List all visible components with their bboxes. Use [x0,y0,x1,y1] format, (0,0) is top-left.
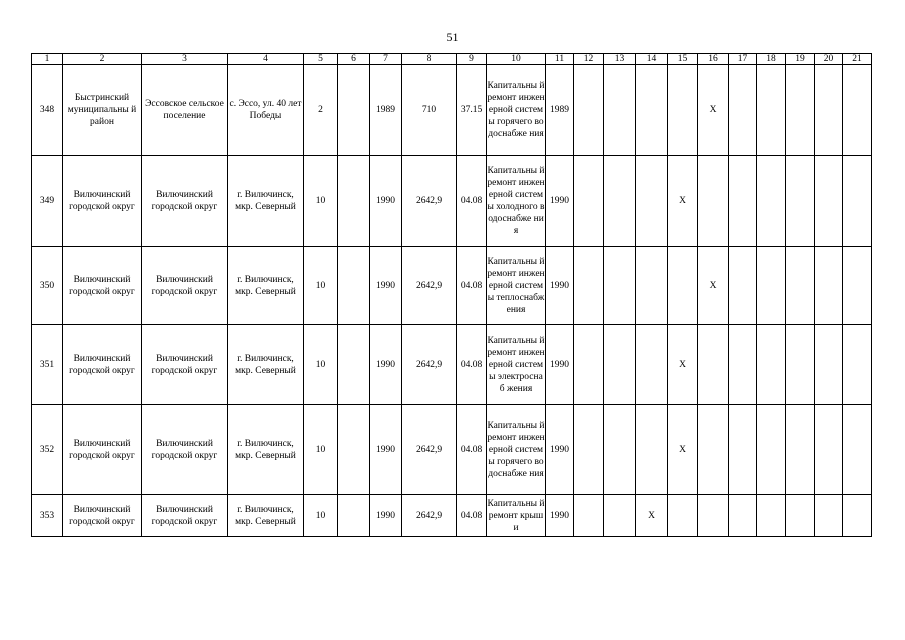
year-built-cell: 1990 [370,495,402,537]
col-18-cell [757,325,786,405]
floors-cell: 10 [304,156,338,247]
column-number: 4 [228,54,304,65]
area-cell: 2642,9 [402,405,457,495]
year-cell: 1990 [546,325,574,405]
floors-cell: 10 [304,495,338,537]
col-12-cell [574,325,604,405]
col-19-cell [786,325,815,405]
col-6-cell [338,156,370,247]
col-17-cell [729,325,757,405]
column-number: 18 [757,54,786,65]
col-21-cell [843,247,872,325]
col-19-cell [786,495,815,537]
address-cell: г. Вилючинск, мкр. Северный [228,156,304,247]
municipal-district-cell: Вилючинский городской округ [63,405,142,495]
col-15-cell [668,65,698,156]
col-9-cell: 04.08 [457,156,487,247]
col-6-cell [338,247,370,325]
table-row [32,156,872,247]
column-number: 19 [786,54,815,65]
col-9-cell: 04.08 [457,325,487,405]
column-number: 1 [32,54,63,65]
column-number: 13 [604,54,636,65]
column-number: 14 [636,54,668,65]
year-built-cell: 1990 [370,325,402,405]
municipal-district-cell: Вилючинский городской округ [63,495,142,537]
year-cell: 1989 [546,65,574,156]
col-16-cell [698,156,729,247]
settlement-cell: Эссовское сельское поселение [142,65,228,156]
table-row [32,247,872,325]
col-6-cell [338,495,370,537]
area-cell: 2642,9 [402,325,457,405]
year-built-cell: 1990 [370,405,402,495]
col-18-cell [757,65,786,156]
col-12-cell [574,247,604,325]
col-20-cell [815,405,843,495]
settlement-cell: Вилючинский городской округ [142,156,228,247]
settlement-cell: Вилючинский городской округ [142,495,228,537]
col-20-cell [815,325,843,405]
col-15-cell: X [668,325,698,405]
col-13-cell [604,247,636,325]
column-number: 21 [843,54,872,65]
col-13-cell [604,495,636,537]
col-20-cell [815,495,843,537]
col-16-cell [698,405,729,495]
work-type-cell: Капитальны й ремонт инженерной системы электроснаб жения [487,325,546,405]
column-number: 7 [370,54,402,65]
year-cell: 1990 [546,495,574,537]
area-cell: 2642,9 [402,495,457,537]
col-12-cell [574,156,604,247]
col-6-cell [338,325,370,405]
col-16-cell [698,495,729,537]
work-type-cell: Капитальны й ремонт крыши [487,495,546,537]
col-14-cell [636,405,668,495]
col-16-cell: X [698,65,729,156]
col-19-cell [786,405,815,495]
table-row [32,495,872,537]
col-15-cell: X [668,156,698,247]
col-13-cell [604,405,636,495]
col-20-cell [815,247,843,325]
row-number-cell: 351 [32,325,63,405]
work-type-cell: Капитальны й ремонт инженерной системы горячего водоснабже ния [487,65,546,156]
column-number: 3 [142,54,228,65]
settlement-cell: Вилючинский городской округ [142,325,228,405]
col-16-cell [698,325,729,405]
floors-cell: 10 [304,325,338,405]
table-row [32,325,872,405]
column-number: 15 [668,54,698,65]
col-14-cell [636,65,668,156]
col-9-cell: 04.08 [457,247,487,325]
col-13-cell [604,65,636,156]
col-12-cell [574,495,604,537]
col-18-cell [757,156,786,247]
area-cell: 2642,9 [402,247,457,325]
address-cell: г. Вилючинск, мкр. Северный [228,325,304,405]
column-number: 10 [487,54,546,65]
register-table [31,53,872,537]
year-built-cell: 1989 [370,65,402,156]
address-cell: г. Вилючинск, мкр. Северный [228,495,304,537]
floors-cell: 2 [304,65,338,156]
column-number-row [32,54,872,65]
year-cell: 1990 [546,247,574,325]
year-cell: 1990 [546,156,574,247]
address-cell: г. Вилючинск, мкр. Северный [228,247,304,325]
column-number: 16 [698,54,729,65]
municipal-district-cell: Быстринский муниципальны й район [63,65,142,156]
col-13-cell [604,156,636,247]
municipal-district-cell: Вилючинский городской округ [63,247,142,325]
col-17-cell [729,405,757,495]
address-cell: г. Вилючинск, мкр. Северный [228,405,304,495]
col-21-cell [843,495,872,537]
col-15-cell [668,247,698,325]
address-cell: с. Эссо, ул. 40 лет Победы [228,65,304,156]
work-type-cell: Капитальны й ремонт инженерной системы горячего водоснабже ния [487,405,546,495]
col-6-cell [338,405,370,495]
year-built-cell: 1990 [370,156,402,247]
settlement-cell: Вилючинский городской округ [142,247,228,325]
col-16-cell: X [698,247,729,325]
col-17-cell [729,156,757,247]
col-19-cell [786,156,815,247]
column-number: 17 [729,54,757,65]
col-9-cell: 37.15 [457,65,487,156]
column-number: 5 [304,54,338,65]
work-type-cell: Капитальны й ремонт инженерной системы теплоснабж ения [487,247,546,325]
col-15-cell [668,495,698,537]
row-number-cell: 350 [32,247,63,325]
col-14-cell: X [636,495,668,537]
municipal-district-cell: Вилючинский городской округ [63,325,142,405]
work-type-cell: Капитальны й ремонт инженерной системы холодного водоснабже ния [487,156,546,247]
settlement-cell: Вилючинский городской округ [142,405,228,495]
col-9-cell: 04.08 [457,495,487,537]
col-21-cell [843,65,872,156]
col-17-cell [729,247,757,325]
col-18-cell [757,495,786,537]
col-19-cell [786,65,815,156]
col-9-cell: 04.08 [457,405,487,495]
page-number: 51 [446,30,459,44]
row-number-cell: 349 [32,156,63,247]
year-built-cell: 1990 [370,247,402,325]
col-19-cell [786,247,815,325]
area-cell: 2642,9 [402,156,457,247]
col-14-cell [636,247,668,325]
column-number: 6 [338,54,370,65]
col-14-cell [636,156,668,247]
row-number-cell: 352 [32,405,63,495]
col-17-cell [729,495,757,537]
col-12-cell [574,65,604,156]
col-20-cell [815,65,843,156]
col-21-cell [843,156,872,247]
municipal-district-cell: Вилючинский городской округ [63,156,142,247]
table-row [32,65,872,156]
column-number: 8 [402,54,457,65]
column-number: 2 [63,54,142,65]
col-12-cell [574,405,604,495]
col-18-cell [757,405,786,495]
table-row [32,405,872,495]
column-number: 11 [546,54,574,65]
column-number: 20 [815,54,843,65]
col-17-cell [729,65,757,156]
floors-cell: 10 [304,247,338,325]
col-6-cell [338,65,370,156]
row-number-cell: 353 [32,495,63,537]
year-cell: 1990 [546,405,574,495]
col-21-cell [843,405,872,495]
col-13-cell [604,325,636,405]
row-number-cell: 348 [32,65,63,156]
col-15-cell: X [668,405,698,495]
area-cell: 710 [402,65,457,156]
floors-cell: 10 [304,405,338,495]
column-number: 12 [574,54,604,65]
column-number: 9 [457,54,487,65]
col-21-cell [843,325,872,405]
col-18-cell [757,247,786,325]
col-14-cell [636,325,668,405]
col-20-cell [815,156,843,247]
